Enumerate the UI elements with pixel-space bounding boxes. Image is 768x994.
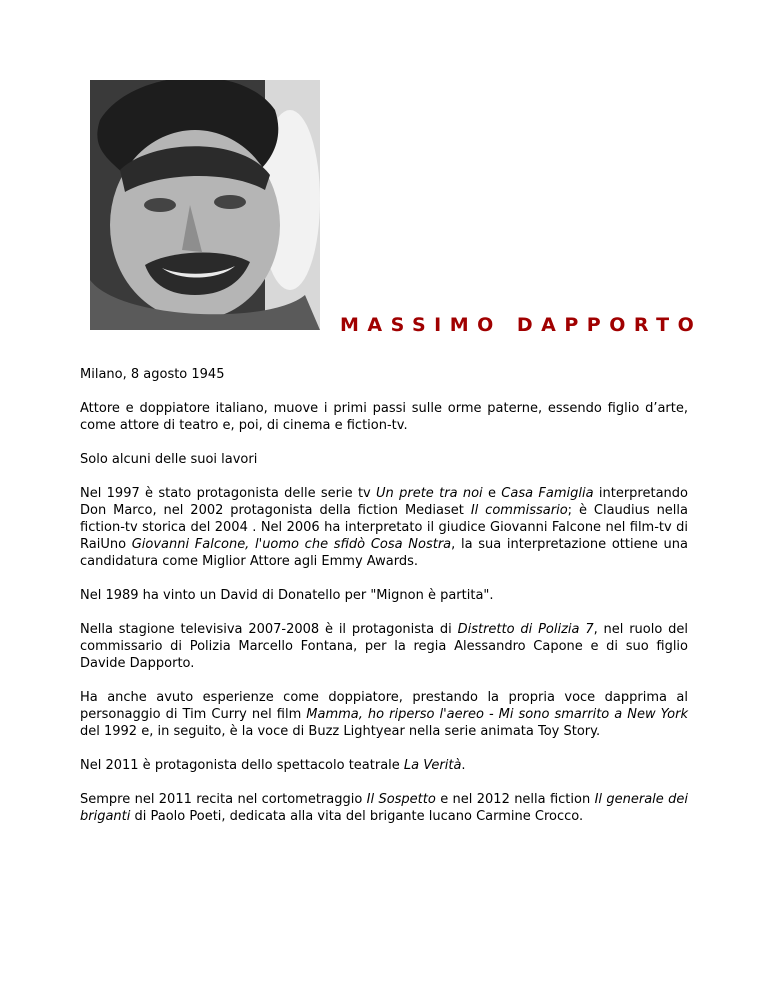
text-segment: Nel 2011 è protagonista dello spettacolo teatrale <box>80 758 404 773</box>
text-segment: Sempre nel 2011 recita nel cortometraggio <box>80 792 367 807</box>
dubbing-paragraph <box>80 689 688 740</box>
title-distretto-di-polizia: Distretto di Polizia 7 <box>457 622 594 637</box>
portrait-photo <box>90 80 320 330</box>
theatre-paragraph <box>80 757 688 774</box>
text-segment: interpretando Don Marco, nel 2002 protagonista della fiction Mediaset <box>80 486 688 518</box>
title-casa-famiglia: Casa Famiglia <box>501 486 594 501</box>
text-segment: Nella stagione televisiva 2007-2008 è il protagonista di <box>80 622 458 637</box>
text-segment: del 1992 e, in seguito, è la voce di Buzz Lightyear nella serie animata Toy Story. <box>80 724 601 739</box>
birth-info: Milano, 8 agosto 1945 <box>80 367 225 382</box>
title-il-commissario: Il commissario <box>470 503 568 518</box>
text-segment: , la sua interpretazione ottiene una candidatura come Miglior Attore agli Emmy Awards. <box>80 537 688 569</box>
title-giovanni-falcone: Giovanni Falcone, l'uomo che sfidò Cosa Nostra <box>131 537 452 552</box>
title-la-verita: La Verità <box>403 758 462 773</box>
text-segment: . <box>461 758 466 773</box>
person-name-heading: MASSIMO DAPPORTO <box>340 314 703 336</box>
works-heading: Solo alcuni delle suoi lavori <box>80 452 258 467</box>
text-segment: , nel ruolo del commissario di Polizia Marcello Fontana, per la regia Alessandro Capone e di suo figlio Davide Dapporto. <box>80 622 688 671</box>
text-segment: Nel 1997 è stato protagonista delle serie tv <box>80 486 377 501</box>
portrait-image <box>90 80 320 330</box>
title-il-generale-dei-briganti: Il generale dei briganti <box>80 792 689 824</box>
works-paragraph-3 <box>80 621 688 672</box>
title-un-prete-tra-noi: Un prete tra noi <box>376 486 483 501</box>
text-segment: di Paolo Poeti, dedicata alla vita del brigante lucano Carmine Crocco. <box>130 809 584 824</box>
biography-text <box>80 366 688 825</box>
works-paragraph-1 <box>80 485 688 570</box>
intro-paragraph: Attore e doppiatore italiano, muove i primi passi sulle orme paterne, essendo figlio d’arte, come attore di teatro e, poi, di cinema e fiction-tv. <box>80 401 688 433</box>
text-segment: ; è Claudius nella fiction-tv storica del 2004 . Nel 2006 ha interpretato il giudice Giovanni Falcone nel film-tv di RaiUno <box>80 503 689 552</box>
text-segment: e nel 2012 nella fiction <box>435 792 595 807</box>
award-paragraph: Nel 1989 ha vinto un David di Donatello per "Mignon è partita". <box>80 588 494 603</box>
text-segment: e <box>482 486 502 501</box>
works-paragraph-6 <box>80 791 688 825</box>
title-il-sospetto: Il Sospetto <box>366 792 436 807</box>
text-segment: Ha anche avuto esperienze come doppiatore, prestando la propria voce dapprima al personaggio di Tim Curry nel film <box>80 690 688 722</box>
title-mamma-ho-riperso-l-aereo: Mamma, ho riperso l'aereo - Mi sono smarrito a New York <box>306 707 689 722</box>
